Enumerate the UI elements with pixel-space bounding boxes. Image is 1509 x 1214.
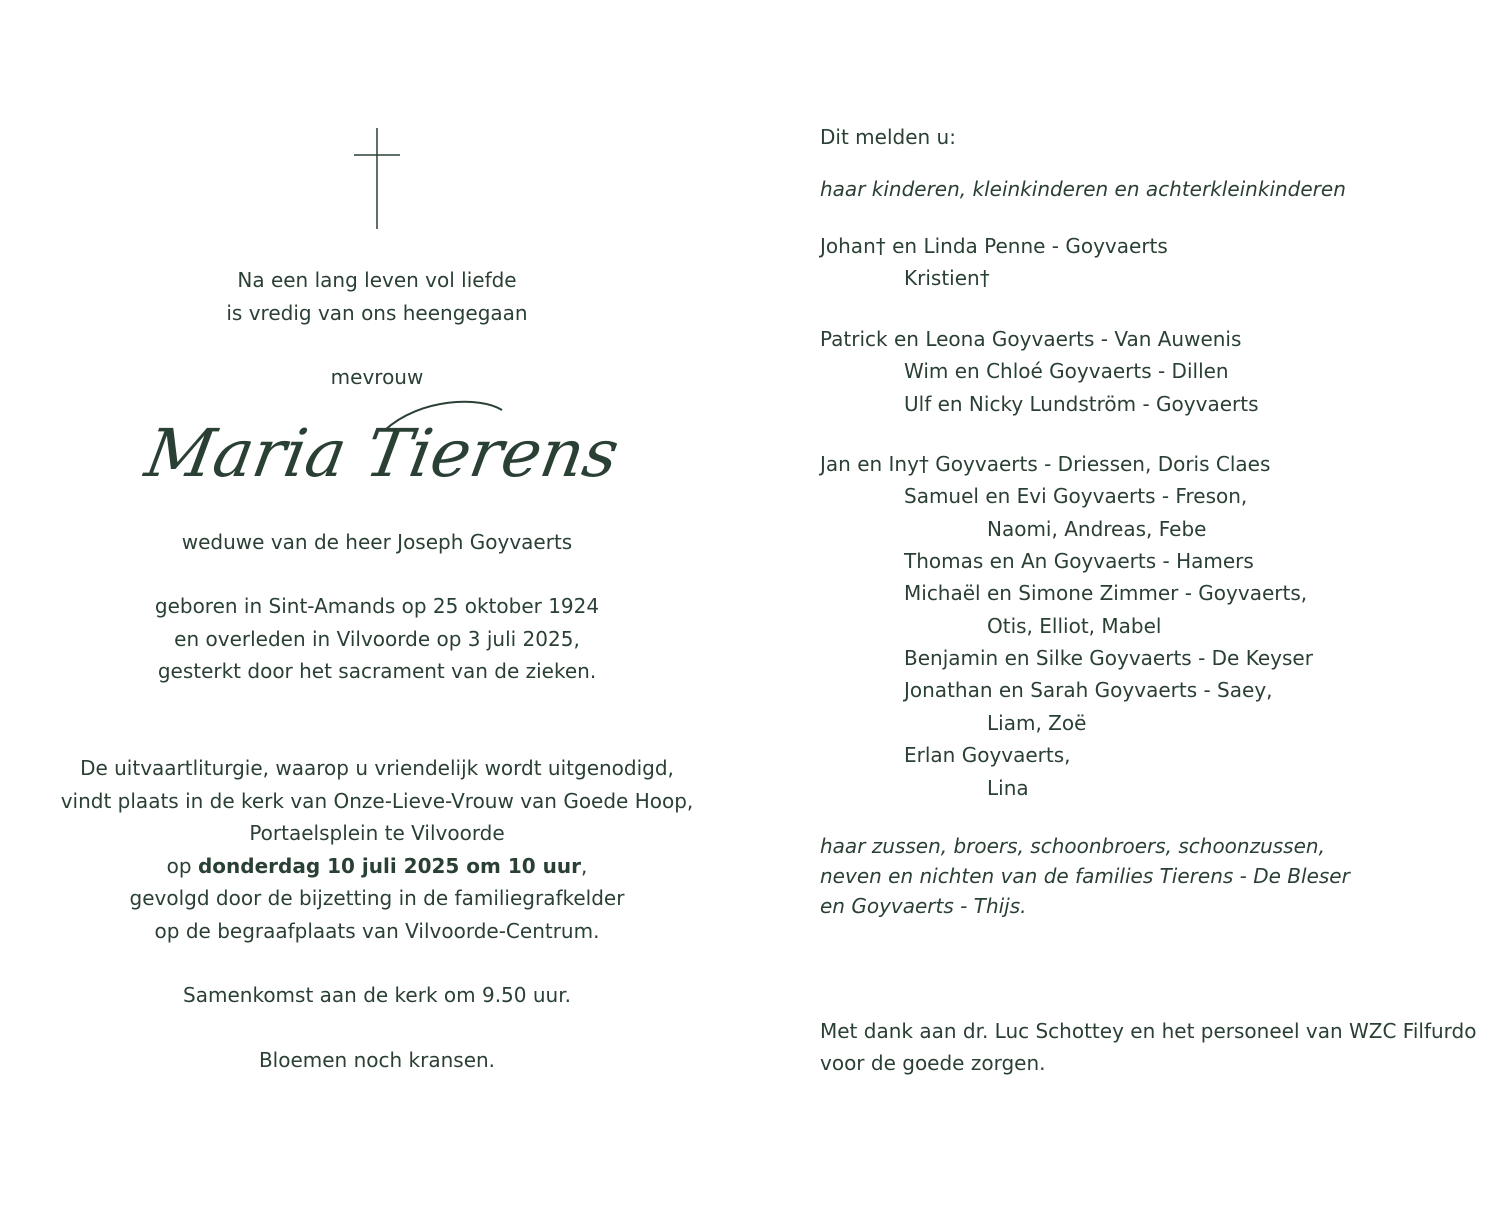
family-line: Johan† en Linda Penne - Goyvaerts	[820, 234, 1168, 258]
sacrament-line: gesterkt door het sacrament van de zieken.	[157, 659, 597, 683]
intro-line: Na een lang leven vol liefde	[237, 268, 517, 292]
funeral-line: De uitvaartliturgie, waarop u vriendelijk wordt uitgenodigd,	[80, 756, 674, 780]
family-line: Ulf en Nicky Lundström - Goyvaerts	[904, 392, 1259, 416]
flowers-note: Bloemen noch kransen.	[258, 1048, 496, 1072]
family-line: Wim en Chloé Goyvaerts - Dillen	[904, 359, 1229, 383]
funeral-line: vindt plaats in de kerk van Onze-Lieve-Vrouw van Goede Hoop,	[60, 788, 694, 813]
family-line: Benjamin en Silke Goyvaerts - De Keyser	[904, 646, 1313, 670]
family-line: Kristien†	[904, 266, 990, 290]
intro-line: is vredig van ons heengegaan	[226, 300, 528, 325]
family-line: Jan en Iny† Goyvaerts - Driessen, Doris Claes	[820, 452, 1271, 476]
extended-family-line: neven en nichten van de families Tierens - De Bleser	[820, 864, 1350, 888]
cross-icon	[353, 128, 401, 230]
gathering: Samenkomst aan de kerk om 9.50 uur.	[183, 983, 571, 1007]
family-line: Thomas en An Goyvaerts - Hamers	[904, 549, 1254, 573]
deceased-name-text: Maria Tierens	[139, 414, 625, 492]
family-line: Patrick en Leona Goyvaerts - Van Auwenis	[820, 327, 1242, 351]
death-line: en overleden in Vilvoorde op 3 juli 2025,	[174, 626, 580, 651]
extended-family-line: en Goyvaerts - Thijs.	[820, 894, 1027, 918]
family-line: Lina	[987, 776, 1029, 800]
funeral-info	[0, 752, 754, 947]
left-panel	[0, 0, 754, 1214]
family-line: Naomi, Andreas, Febe	[987, 517, 1207, 541]
funeral-date: op donderdag 10 juli 2025 om 10 uur,	[166, 853, 588, 878]
funeral-date-bold: donderdag 10 juli 2025 om 10 uur	[197, 853, 581, 878]
family-line: Michaël en Simone Zimmer - Goyvaerts,	[904, 581, 1308, 605]
deceased-name	[139, 398, 625, 513]
family-line: Liam, Zoë	[987, 711, 1087, 735]
family-line: Samuel en Evi Goyvaerts - Freson,	[904, 484, 1248, 508]
intro-text	[0, 264, 754, 329]
birth-line: geboren in Sint-Amands op 25 oktober 1924	[154, 594, 600, 618]
family-line: Jonathan en Sarah Goyvaerts - Saey,	[904, 678, 1273, 702]
thanks-line: Met dank aan dr. Luc Schottey en het personeel van WZC Filfurdo	[820, 1019, 1477, 1043]
family-line: Erlan Goyvaerts,	[904, 743, 1071, 767]
spouse-line: weduwe van de heer Joseph Goyvaerts	[181, 530, 573, 554]
title-prefix: mevrouw	[330, 365, 424, 389]
thanks-line: voor de goede zorgen.	[820, 1051, 1046, 1075]
relatives-intro: haar kinderen, kleinkinderen en achterkleinkinderen	[820, 177, 1346, 201]
extended-family-line: haar zussen, broers, schoonbroers, schoonzussen,	[820, 834, 1325, 858]
funeral-line: op de begraafplaats van Vilvoorde-Centrum.	[154, 918, 600, 943]
funeral-line: Portaelsplein te Vilvoorde	[249, 821, 505, 845]
family-line: Otis, Elliot, Mabel	[987, 614, 1162, 638]
birth-death	[0, 590, 754, 688]
announce-heading: Dit melden u:	[820, 125, 956, 149]
funeral-line: gevolgd door de bijzetting in de familiegrafkelder	[129, 886, 625, 910]
